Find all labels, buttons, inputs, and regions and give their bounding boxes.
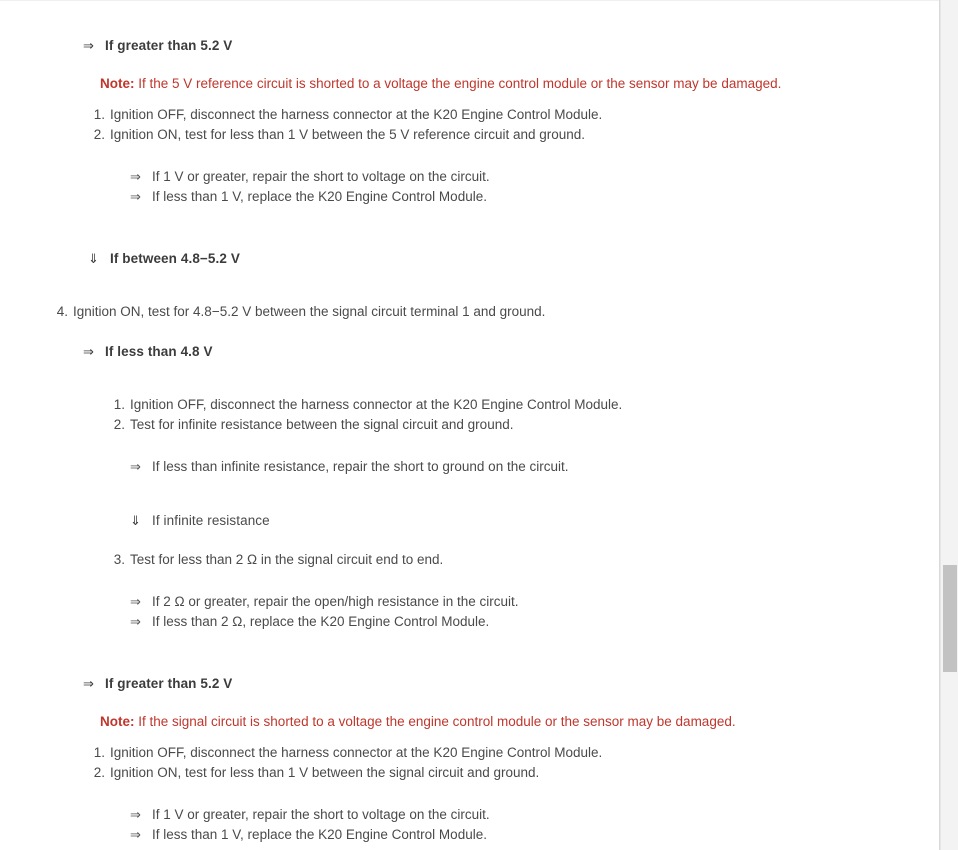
list-item-text: Ignition ON, test for less than 1 V between the signal circuit and ground. — [110, 765, 540, 781]
list-item — [108, 395, 900, 415]
outcome-reference-1v-less — [130, 187, 900, 207]
outcome-less-than-infinite — [130, 457, 900, 477]
list-item-number: 1. — [93, 107, 105, 123]
list-item-text: Ignition ON, test for 4.8−5.2 V between the signal circuit terminal 1 and ground. — [73, 304, 546, 320]
step-list-end-to-end — [108, 550, 900, 570]
outcome-signal-1v-greater — [130, 805, 900, 825]
vertical-scrollbar[interactable] — [940, 0, 958, 850]
branch-heading-label: If less than 4.8 V — [105, 344, 213, 360]
branch-arrow-icon: ⇒ — [130, 189, 141, 205]
list-item-number: 1. — [93, 745, 105, 761]
list-item-text: Ignition OFF, disconnect the harness connector at the K20 Engine Control Module. — [110, 745, 603, 761]
branch-arrow-icon: ⇒ — [130, 614, 141, 630]
branch-heading-label: If between 4.8−5.2 V — [110, 251, 240, 267]
step-list-signal-resistance — [108, 395, 900, 435]
step-list-reference-short — [88, 105, 900, 145]
scrollbar-thumb[interactable] — [943, 565, 957, 672]
list-item — [88, 105, 900, 125]
branch-arrow-icon: ⇒ — [130, 827, 141, 843]
branch-heading-between-4-8-5-2v — [88, 251, 900, 266]
step-list-signal-short — [88, 743, 900, 783]
list-item — [108, 550, 900, 570]
continue-arrow-icon: ⇓ — [88, 251, 99, 267]
continue-arrow-icon: ⇓ — [130, 513, 141, 529]
list-item — [88, 125, 900, 145]
list-item — [88, 763, 900, 783]
list-item-number: 2. — [93, 127, 105, 143]
outcome-text: If 1 V or greater, repair the short to voltage on the circuit. — [152, 169, 490, 185]
branch-heading-greater-5-2v-reference — [83, 38, 900, 53]
list-item-text: Ignition OFF, disconnect the harness connector at the K20 Engine Control Module. — [130, 397, 623, 413]
outcome-signal-1v-less — [130, 825, 900, 845]
outcome-text: If 1 V or greater, repair the short to voltage on the circuit. — [152, 807, 490, 823]
outcome-text: If less than 2 Ω, replace the K20 Engine Control Module. — [152, 614, 490, 630]
branch-heading-infinite-resistance — [130, 513, 900, 528]
branch-heading-label: If infinite resistance — [152, 513, 270, 529]
note-label: Note: — [100, 76, 139, 91]
list-item — [108, 415, 900, 435]
list-item-number: 1. — [113, 397, 125, 413]
note-text: If the 5 V reference circuit is shorted to a voltage the engine control module or the sensor may be damaged. — [138, 76, 782, 91]
branch-arrow-icon: ⇒ — [130, 459, 141, 475]
branch-heading-label: If greater than 5.2 V — [105, 676, 233, 692]
note-text: If the signal circuit is shorted to a voltage the engine control module or the sensor may be damaged. — [138, 714, 736, 730]
branch-heading-less-4-8v — [83, 344, 900, 359]
list-item-number: 4. — [56, 304, 68, 320]
note-label: Note: — [100, 714, 139, 730]
list-item — [88, 743, 900, 763]
outcome-text: If less than 1 V, replace the K20 Engine Control Module. — [152, 189, 487, 205]
list-item-text: Ignition ON, test for less than 1 V between the 5 V reference circuit and ground. — [110, 127, 586, 143]
branch-heading-label: If greater than 5.2 V — [105, 38, 233, 53]
branch-arrow-icon: ⇒ — [130, 807, 141, 823]
outcome-2ohm-less — [130, 612, 900, 632]
branch-arrow-icon: ⇒ — [130, 169, 141, 185]
outcome-text: If less than 1 V, replace the K20 Engine Control Module. — [152, 827, 487, 843]
branch-arrow-icon: ⇒ — [83, 38, 94, 53]
outcome-text: If less than infinite resistance, repair the short to ground on the circuit. — [152, 459, 569, 475]
list-item-number: 3. — [113, 552, 125, 568]
branch-arrow-icon: ⇒ — [83, 344, 94, 360]
list-item-text: Test for less than 2 Ω in the signal circuit end to end. — [130, 552, 444, 568]
list-item-number: 2. — [113, 417, 125, 433]
step-list-signal-measure — [51, 302, 900, 322]
outcome-2ohm-greater — [130, 592, 900, 612]
list-item-number: 2. — [93, 765, 105, 781]
list-item — [51, 302, 900, 322]
outcome-text: If 2 Ω or greater, repair the open/high resistance in the circuit. — [152, 594, 519, 610]
branch-heading-greater-5-2v-signal — [83, 676, 900, 691]
note-reference-circuit — [100, 75, 900, 93]
list-item-text: Ignition OFF, disconnect the harness connector at the K20 Engine Control Module. — [110, 107, 603, 123]
list-item-text: Test for infinite resistance between the signal circuit and ground. — [130, 417, 514, 433]
branch-arrow-icon: ⇒ — [83, 676, 94, 692]
branch-arrow-icon: ⇒ — [130, 594, 141, 610]
note-signal-circuit — [100, 713, 900, 731]
outcome-reference-1v-greater — [130, 167, 900, 187]
